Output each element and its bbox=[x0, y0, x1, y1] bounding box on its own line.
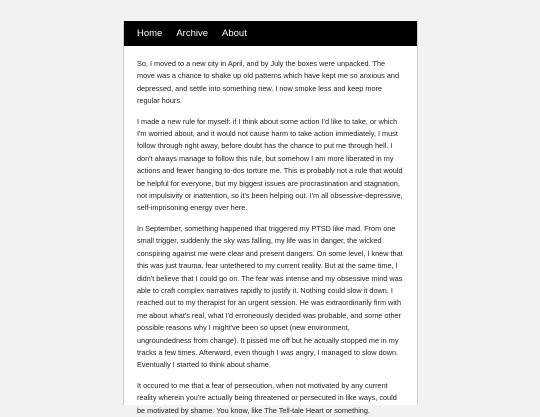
paragraph-2: I made a new rule for myself: if I think about some action I'd like to take, or which I'm worried about, and it would not cause harm to take action immediately, I must follow through right away, before doubt has the chance to put me through hell. I don't always manage to follow this rule, but somehow I am more liberated in my actions and fewer hanging to-dos torture me. This is probably not a rule that would be helpful for everyone, but my biggest issues are procrastination and stagnation, not impulsivity or inattention, so it's been helping out. I'm all obsessive-depressive, self-imprisoning energy over here. bbox=[137, 116, 403, 213]
top-navbar bbox=[124, 21, 417, 46]
page-container bbox=[123, 21, 418, 415]
paragraph-3: In September, something happened that triggered my PTSD like mad. From one small trigger, suddenly the sky was falling, my life was in danger, the wicked conspiring against me were clear and present dangers. On some level, I knew that this was just trauma, fear untethered to my current reality. But at the same time, I didn't believe that I could go on. The fear was intense and my obsessive mind was able to craft complex narratives rapidly to justify it. Nothing could slow it down. I reached out to my therapist for an urgent session. He was extraordinarily firm with me about what's real, what I'd erroneously decided was probable, and some other possible reasons why I might've been so upset (new environment, ungroundedness from change). It pissed me off but he actually stopped me in my tracks a few times. Afterward, even though I was angry, I managed to slow down. Eventually I started to think about shame. bbox=[137, 223, 403, 370]
paragraph-1: So, I moved to a new city in April, and by July the boxes were unpacked. The move was a chance to shake up old patterns which have kept me so anxious and depressed, and settle into something new. I now smoke less and keep more regular hours. bbox=[137, 59, 400, 106]
post-body bbox=[124, 46, 417, 417]
nav-link-home[interactable]: Home bbox=[137, 28, 163, 39]
nav-link-archive[interactable]: Archive bbox=[176, 28, 209, 39]
paragraph-4: It occured to me that a fear of persecution, when not motivated by any current reality wherein you're actually being threatened or persecuted in like ways, could be motivated by shame. You know, like The Tell-tale Heart or something. bbox=[137, 380, 397, 415]
nav-link-about[interactable]: About bbox=[222, 28, 247, 39]
